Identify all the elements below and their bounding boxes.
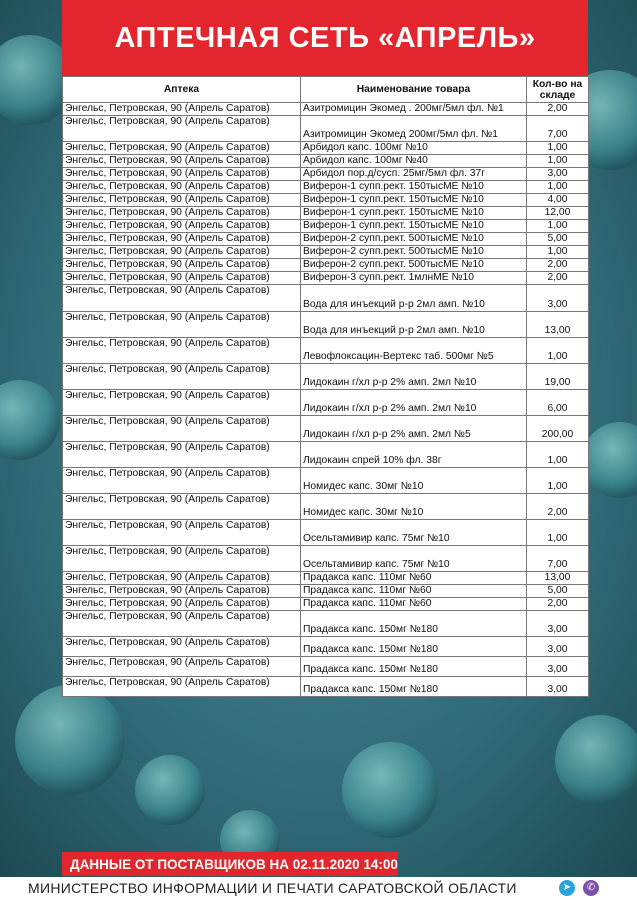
- cell-pharmacy: Энгельс, Петровская, 90 (Апрель Саратов): [63, 259, 301, 272]
- table-row: [63, 168, 589, 181]
- cell-pharmacy: Энгельс, Петровская, 90 (Апрель Саратов): [63, 233, 301, 246]
- cell-qty: 1,00: [527, 468, 589, 494]
- table-row: [63, 572, 589, 585]
- cell-product: Прадакса капс. 110мг №60: [301, 598, 527, 611]
- cell-qty: 2,00: [527, 494, 589, 520]
- table-row: [63, 416, 589, 442]
- cell-pharmacy: Энгельс, Петровская, 90 (Апрель Саратов): [63, 546, 301, 572]
- table-row: [63, 220, 589, 233]
- cell-qty: 4,00: [527, 194, 589, 207]
- cell-pharmacy: Энгельс, Петровская, 90 (Апрель Саратов): [63, 312, 301, 338]
- cell-product: Номидес капс. 30мг №10: [301, 494, 527, 520]
- cell-product: Арбидол пор.д/сусп. 25мг/5мл фл. 37г: [301, 168, 527, 181]
- table-row: [63, 442, 589, 468]
- cell-product: Левофлоксацин-Вертекс таб. 500мг №5: [301, 338, 527, 364]
- cell-product: Виферон-1 супп.рект. 150тысМЕ №10: [301, 194, 527, 207]
- cell-pharmacy: Энгельс, Петровская, 90 (Апрель Саратов): [63, 611, 301, 637]
- cell-pharmacy: Энгельс, Петровская, 90 (Апрель Саратов): [63, 272, 301, 285]
- table-row: [63, 520, 589, 546]
- cell-pharmacy: Энгельс, Петровская, 90 (Апрель Саратов): [63, 338, 301, 364]
- cell-product: Азитромицин Экомед 200мг/5мл фл. №1: [301, 116, 527, 142]
- ministry-name: МИНИСТЕРСТВО ИНФОРМАЦИИ И ПЕЧАТИ САРАТОВСКОЙ ОБЛАСТИ: [28, 880, 517, 896]
- cell-pharmacy: Энгельс, Петровская, 90 (Апрель Саратов): [63, 677, 301, 697]
- table-body: [63, 103, 589, 697]
- cell-product: Номидес капс. 30мг №10: [301, 468, 527, 494]
- cell-qty: 3,00: [527, 657, 589, 677]
- cell-pharmacy: Энгельс, Петровская, 90 (Апрель Саратов): [63, 142, 301, 155]
- cell-pharmacy: Энгельс, Петровская, 90 (Апрель Саратов): [63, 416, 301, 442]
- cell-pharmacy: Энгельс, Петровская, 90 (Апрель Саратов): [63, 390, 301, 416]
- cell-pharmacy: Энгельс, Петровская, 90 (Апрель Саратов): [63, 103, 301, 116]
- table-row: [63, 611, 589, 637]
- cell-qty: 1,00: [527, 181, 589, 194]
- table-row: [63, 103, 589, 116]
- cell-product: Лидокаин г/хл р-р 2% амп. 2мл №10: [301, 364, 527, 390]
- table-row: [63, 194, 589, 207]
- stock-table: [62, 76, 589, 697]
- cell-product: Лидокаин г/хл р-р 2% амп. 2мл №10: [301, 390, 527, 416]
- supplier-data-banner: ДАННЫЕ ОТ ПОСТАВЩИКОВ НА 02.11.2020 14:00: [62, 852, 398, 876]
- cell-qty: 5,00: [527, 233, 589, 246]
- cell-product: Виферон-2 супп.рект. 500тысМЕ №10: [301, 246, 527, 259]
- table-row: [63, 272, 589, 285]
- cell-qty: 13,00: [527, 572, 589, 585]
- table-row: [63, 637, 589, 657]
- header-qty: Кол-во на складе: [527, 77, 589, 103]
- cell-qty: 1,00: [527, 442, 589, 468]
- cell-qty: 2,00: [527, 259, 589, 272]
- cell-product: Арбидол капс. 100мг №40: [301, 155, 527, 168]
- table-row: [63, 364, 589, 390]
- cell-product: Прадакса капс. 110мг №60: [301, 585, 527, 598]
- cell-product: Прадакса капс. 150мг №180: [301, 611, 527, 637]
- viber-icon[interactable]: [583, 880, 599, 896]
- cell-qty: 1,00: [527, 246, 589, 259]
- cell-product: Вода для инъекций р-р 2мл амп. №10: [301, 285, 527, 312]
- cell-product: Прадакса капс. 150мг №180: [301, 677, 527, 697]
- table-row: [63, 181, 589, 194]
- table-row: [63, 494, 589, 520]
- cell-pharmacy: Энгельс, Петровская, 90 (Апрель Саратов): [63, 494, 301, 520]
- cell-qty: 200,00: [527, 416, 589, 442]
- table-row: [63, 468, 589, 494]
- cell-qty: 3,00: [527, 611, 589, 637]
- cell-pharmacy: Энгельс, Петровская, 90 (Апрель Саратов): [63, 598, 301, 611]
- cell-pharmacy: Энгельс, Петровская, 90 (Апрель Саратов): [63, 155, 301, 168]
- cell-qty: 5,00: [527, 585, 589, 598]
- cell-product: Виферон-2 супп.рект. 500тысМЕ №10: [301, 233, 527, 246]
- cell-qty: 2,00: [527, 272, 589, 285]
- cell-product: Вода для инъекций р-р 2мл амп. №10: [301, 312, 527, 338]
- table-row: [63, 312, 589, 338]
- cell-pharmacy: Энгельс, Петровская, 90 (Апрель Саратов): [63, 181, 301, 194]
- cell-product: Прадакса капс. 150мг №180: [301, 657, 527, 677]
- table-row: [63, 142, 589, 155]
- cell-pharmacy: Энгельс, Петровская, 90 (Апрель Саратов): [63, 637, 301, 657]
- cell-qty: 2,00: [527, 598, 589, 611]
- cell-pharmacy: Энгельс, Петровская, 90 (Апрель Саратов): [63, 207, 301, 220]
- table-row: [63, 116, 589, 142]
- cell-qty: 1,00: [527, 220, 589, 233]
- cell-product: Лидокаин г/хл р-р 2% амп. 2мл №5: [301, 416, 527, 442]
- header-pharmacy: Аптека: [63, 77, 301, 103]
- cell-product: Осельтамивир капс. 75мг №10: [301, 520, 527, 546]
- cell-pharmacy: Энгельс, Петровская, 90 (Апрель Саратов): [63, 364, 301, 390]
- telegram-icon[interactable]: [559, 880, 575, 896]
- cell-product: Виферон-1 супп.рект. 150тысМЕ №10: [301, 207, 527, 220]
- cell-product: Виферон-1 супп.рект. 150тысМЕ №10: [301, 181, 527, 194]
- cell-qty: 3,00: [527, 677, 589, 697]
- cell-qty: 2,00: [527, 103, 589, 116]
- cell-product: Осельтамивир капс. 75мг №10: [301, 546, 527, 572]
- table-header-row: [63, 77, 589, 103]
- table-row: [63, 677, 589, 697]
- table-row: [63, 390, 589, 416]
- cell-qty: 6,00: [527, 390, 589, 416]
- cell-pharmacy: Энгельс, Петровская, 90 (Апрель Саратов): [63, 585, 301, 598]
- cell-pharmacy: Энгельс, Петровская, 90 (Апрель Саратов): [63, 468, 301, 494]
- header-product: Наименование товара: [301, 77, 527, 103]
- cell-qty: 13,00: [527, 312, 589, 338]
- table-row: [63, 338, 589, 364]
- cell-pharmacy: Энгельс, Петровская, 90 (Апрель Саратов): [63, 116, 301, 142]
- cell-product: Азитромицин Экомед . 200мг/5мл фл. №1: [301, 103, 527, 116]
- cell-qty: 3,00: [527, 285, 589, 312]
- cell-product: Лидокаин спрей 10% фл. 38г: [301, 442, 527, 468]
- cell-qty: 7,00: [527, 546, 589, 572]
- stock-table-container: [62, 76, 588, 697]
- cell-pharmacy: Энгельс, Петровская, 90 (Апрель Саратов): [63, 246, 301, 259]
- cell-pharmacy: Энгельс, Петровская, 90 (Апрель Саратов): [63, 220, 301, 233]
- phone-glyph: ✆: [586, 882, 596, 893]
- cell-pharmacy: Энгельс, Петровская, 90 (Апрель Саратов): [63, 285, 301, 312]
- table-row: [63, 285, 589, 312]
- cell-product: Прадакса капс. 150мг №180: [301, 637, 527, 657]
- cell-qty: 7,00: [527, 116, 589, 142]
- cell-pharmacy: Энгельс, Петровская, 90 (Апрель Саратов): [63, 520, 301, 546]
- table-row: [63, 155, 589, 168]
- table-row: [63, 259, 589, 272]
- cell-pharmacy: Энгельс, Петровская, 90 (Апрель Саратов): [63, 572, 301, 585]
- cell-pharmacy: Энгельс, Петровская, 90 (Апрель Саратов): [63, 657, 301, 677]
- cell-qty: 19,00: [527, 364, 589, 390]
- cell-qty: 1,00: [527, 142, 589, 155]
- cell-qty: 12,00: [527, 207, 589, 220]
- cell-pharmacy: Энгельс, Петровская, 90 (Апрель Саратов): [63, 194, 301, 207]
- cell-product: Виферон-2 супп.рект. 500тысМЕ №10: [301, 259, 527, 272]
- cell-pharmacy: Энгельс, Петровская, 90 (Апрель Саратов): [63, 168, 301, 181]
- table-row: [63, 585, 589, 598]
- cell-product: Виферон-1 супп.рект. 150тысМЕ №10: [301, 220, 527, 233]
- table-row: [63, 598, 589, 611]
- cell-pharmacy: Энгельс, Петровская, 90 (Апрель Саратов): [63, 442, 301, 468]
- table-row: [63, 246, 589, 259]
- cell-qty: 1,00: [527, 155, 589, 168]
- cell-product: Прадакса капс. 110мг №60: [301, 572, 527, 585]
- cell-qty: 1,00: [527, 520, 589, 546]
- cell-qty: 1,00: [527, 338, 589, 364]
- cell-product: Арбидол капс. 100мг №10: [301, 142, 527, 155]
- table-row: [63, 546, 589, 572]
- cell-product: Виферон-3 супп.рект. 1млнМЕ №10: [301, 272, 527, 285]
- cell-qty: 3,00: [527, 637, 589, 657]
- table-row: [63, 207, 589, 220]
- table-row: [63, 657, 589, 677]
- table-row: [63, 233, 589, 246]
- paper-plane-glyph: ➤: [562, 882, 572, 893]
- cell-qty: 3,00: [527, 168, 589, 181]
- page-title: АПТЕЧНАЯ СЕТЬ «АПРЕЛЬ»: [62, 0, 588, 76]
